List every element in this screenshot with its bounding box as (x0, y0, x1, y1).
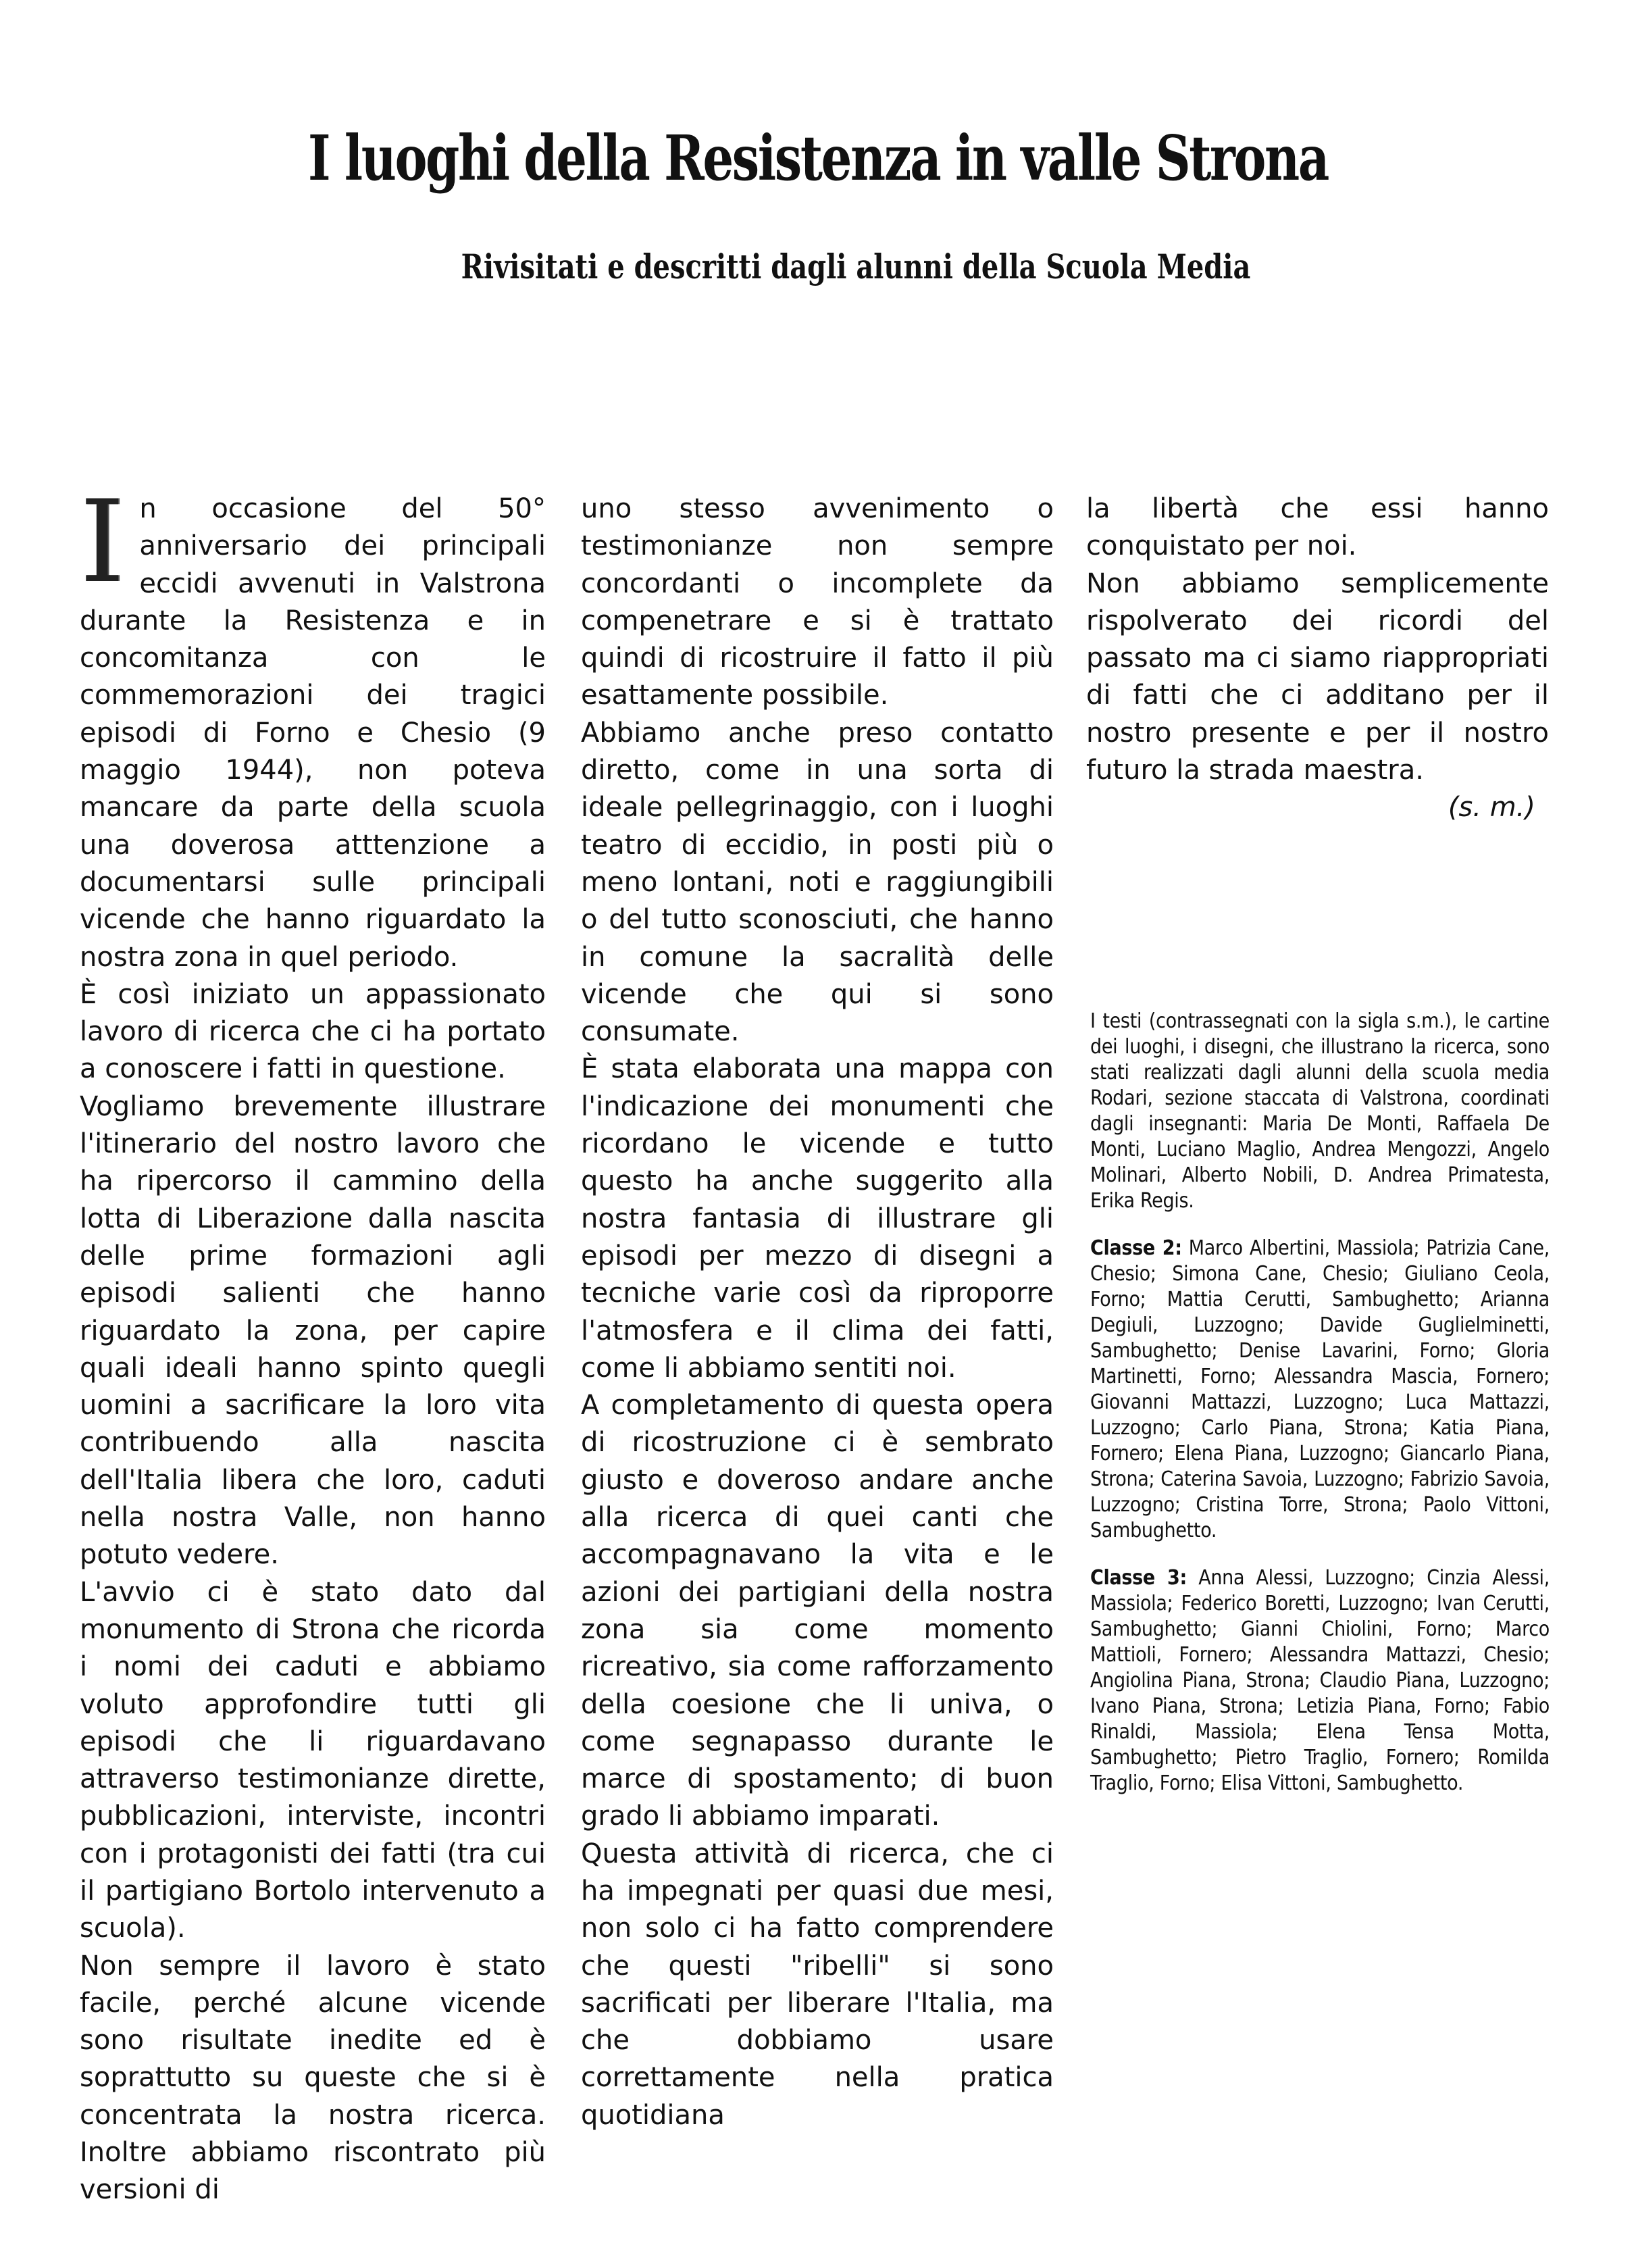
article-paragraph: Non sempre il lavoro è stato facile, perché alcune vicende sono risultate inedite ed è soprattutto su queste che si è concentrata la nostra ricerca. Inoltre abbiamo riscontrato più versioni di (80, 1950, 546, 2206)
article-column-2 (581, 490, 1054, 2134)
article-paragraph: la libertà che essi hanno conquistato per noi. (1086, 493, 1549, 562)
article-title: I luoghi della Resistenza in valle Strona (308, 122, 1328, 195)
article-paragraph (80, 476, 546, 976)
article-column-1 (80, 476, 546, 2209)
article-paragraph: Questa attività di ricerca, che ci ha impegnati per quasi due mesi, non solo ci ha fatto comprendere che questi "ribelli" si sono sacrificati per liberare l'Italia, ma che dobbiamo usare correttamente nella pratica quotidiana (581, 1838, 1054, 2131)
paragraph-text: n occasione del 50° anniversario dei principali eccidi avvenuti in Valstrona durante la Resistenza e in concomitanza con le commemorazioni dei tragici episodi di Forno e Chesio (9 maggio 1944), non poteva mancare da parte della scuola una doverosa atttenzione a documentarsi sulle principali vicende che hanno riguardato la nostra zona in quel periodo. (80, 493, 546, 973)
article-column-3 (1086, 490, 1549, 827)
article-paragraph: L'avvio ci è stato dato dal monumento di Strona che ricorda i nomi dei caduti e abbiamo voluto approfondire tutti gli episodi che li riguardavano attraverso testimonianze dirette, pubblicazioni, interviste, incontri con i protagonisti dei fatti (tra cui il partigiano Bortolo intervenuto a scuola). (80, 1576, 546, 1944)
class-3-label: Classe 3: (1090, 1566, 1187, 1590)
article-paragraph: A completamento di questa opera di ricostruzione ci è sembrato giusto e doveroso andare anche alla ricerca di quei canti che accompagnavano la vita e le azioni dei partigiani della nostra zona sia come momento ricreativo, sia come rafforzamento della coesione che li univa, o come segnapasso durante le marce di spostamento; di buon grado li abbiamo imparati. (581, 1390, 1054, 1832)
article-subtitle: Rivisitati e descritti dagli alunni della Scuola Media (461, 247, 1251, 286)
class-3-list (1090, 1565, 1550, 1796)
credits-box (1090, 1009, 1550, 1818)
credits-paragraph: I testi (contrassegnati con la sigla s.m.), le cartine dei luoghi, i disegni, che illustrano la ricerca, sono stati realizzati dagli alunni della scuola media Rodari, sezione staccata di Valstrona, coordinati dagli insegnanti: Maria De Monti, Raffaela De Monti, Luciano Maglio, Andrea Mengozzi, Angelo Molinari, Alberto Nobili, D. Andrea Primatesta, Erika Regis. (1090, 1009, 1550, 1213)
article-paragraph: Vogliamo brevemente illustrare l'itinerario del nostro lavoro che ha ripercorso il cammino della lotta di Liberazione dalla nascita delle prime formazioni agli episodi salienti che hanno riguardato la zona, per capire quali ideali hanno spinto quegli uomini a sacrificare la loro vita contribuendo alla nascita dell'Italia libera che loro, caduti nella nostra Valle, non hanno potuto vedere. (80, 1090, 546, 1571)
class-2-label: Classe 2: (1090, 1236, 1182, 1260)
class-3-names: Anna Alessi, Luzzogno; Cinzia Alessi, Massiola; Federico Boretti, Luzzogno; Ivan Cerutti, Sambughetto; Gianni Chiolini, Forno; Marco Mattioli, Fornero; Alessandra Mattazzi, Chesio; Angiolina Piana, Strona; Claudio Piana, Luzzogno; Ivano Piana, Strona; Letizia Piana, Forno; Fabio Rinaldi, Massiola; Elena Tensa Motta, Sambughetto; Pietro Traglio, Fornero; Romilda Traglio, Forno; Elisa Vittoni, Sambughetto. (1090, 1566, 1550, 1795)
class-2-list (1090, 1236, 1550, 1544)
article-paragraph: Non abbiamo semplicemente rispolverato dei ricordi del passato ma ci siamo riappropriati di fatti che ci additano per il nostro presente e per il nostro futuro la strada maestra. (1086, 568, 1549, 786)
article-paragraph: Abbiamo anche preso contatto diretto, come in una sorta di ideale pellegrinaggio, con i luoghi teatro di eccidio, in posti più o meno lontani, noti e raggiungibili o del tutto sconosciuti, che hanno in comune la sacralità delle vicende che qui si sono consumate. (581, 717, 1054, 1048)
drop-cap: I (80, 476, 125, 608)
class-2-names: Marco Albertini, Massiola; Patrizia Cane, Chesio; Simona Cane, Chesio; Giuliano Ceola, Forno; Mattia Cerutti, Sambughetto; Arianna Degiuli, Luzzogno; Davide Guglielminetti, Sambughetto; Denise Lavarini, Forno; Gloria Martinetti, Forno; Alessandra Mascia, Fornero; Giovanni Mattazzi, Luzzogno; Luca Mattazzi, Luzzogno; Carlo Piana, Strona; Katia Piana, Fornero; Elena Piana, Luzzogno; Giancarlo Piana, Strona; Caterina Savoia, Luzzogno; Fabrizio Savoia, Luzzogno; Cristina Torre, Strona; Paolo Vittoni, Sambughetto. (1090, 1236, 1550, 1542)
article-paragraph: uno stesso avvenimento o testimonianze non sempre concordanti o incomplete da compenetrare e si è trattato quindi di ricostruire il fatto il più esattamente possibile. (581, 493, 1054, 711)
article-paragraph: È stata elaborata una mappa con l'indicazione dei monumenti che ricordano le vicende e tutto questo ha anche suggerito alla nostra fantasia di illustrare gli episodi per mezzo di disegni a tecniche varie così da riproporre l'atmosfera e il clima dei fatti, come li abbiamo sentiti noi. (581, 1053, 1054, 1384)
article-paragraph: È così iniziato un appassionato lavoro di ricerca che ci ha portato a conoscere i fatti in questione. (80, 978, 546, 1085)
author-signature: (s. m.) (1448, 792, 1535, 824)
